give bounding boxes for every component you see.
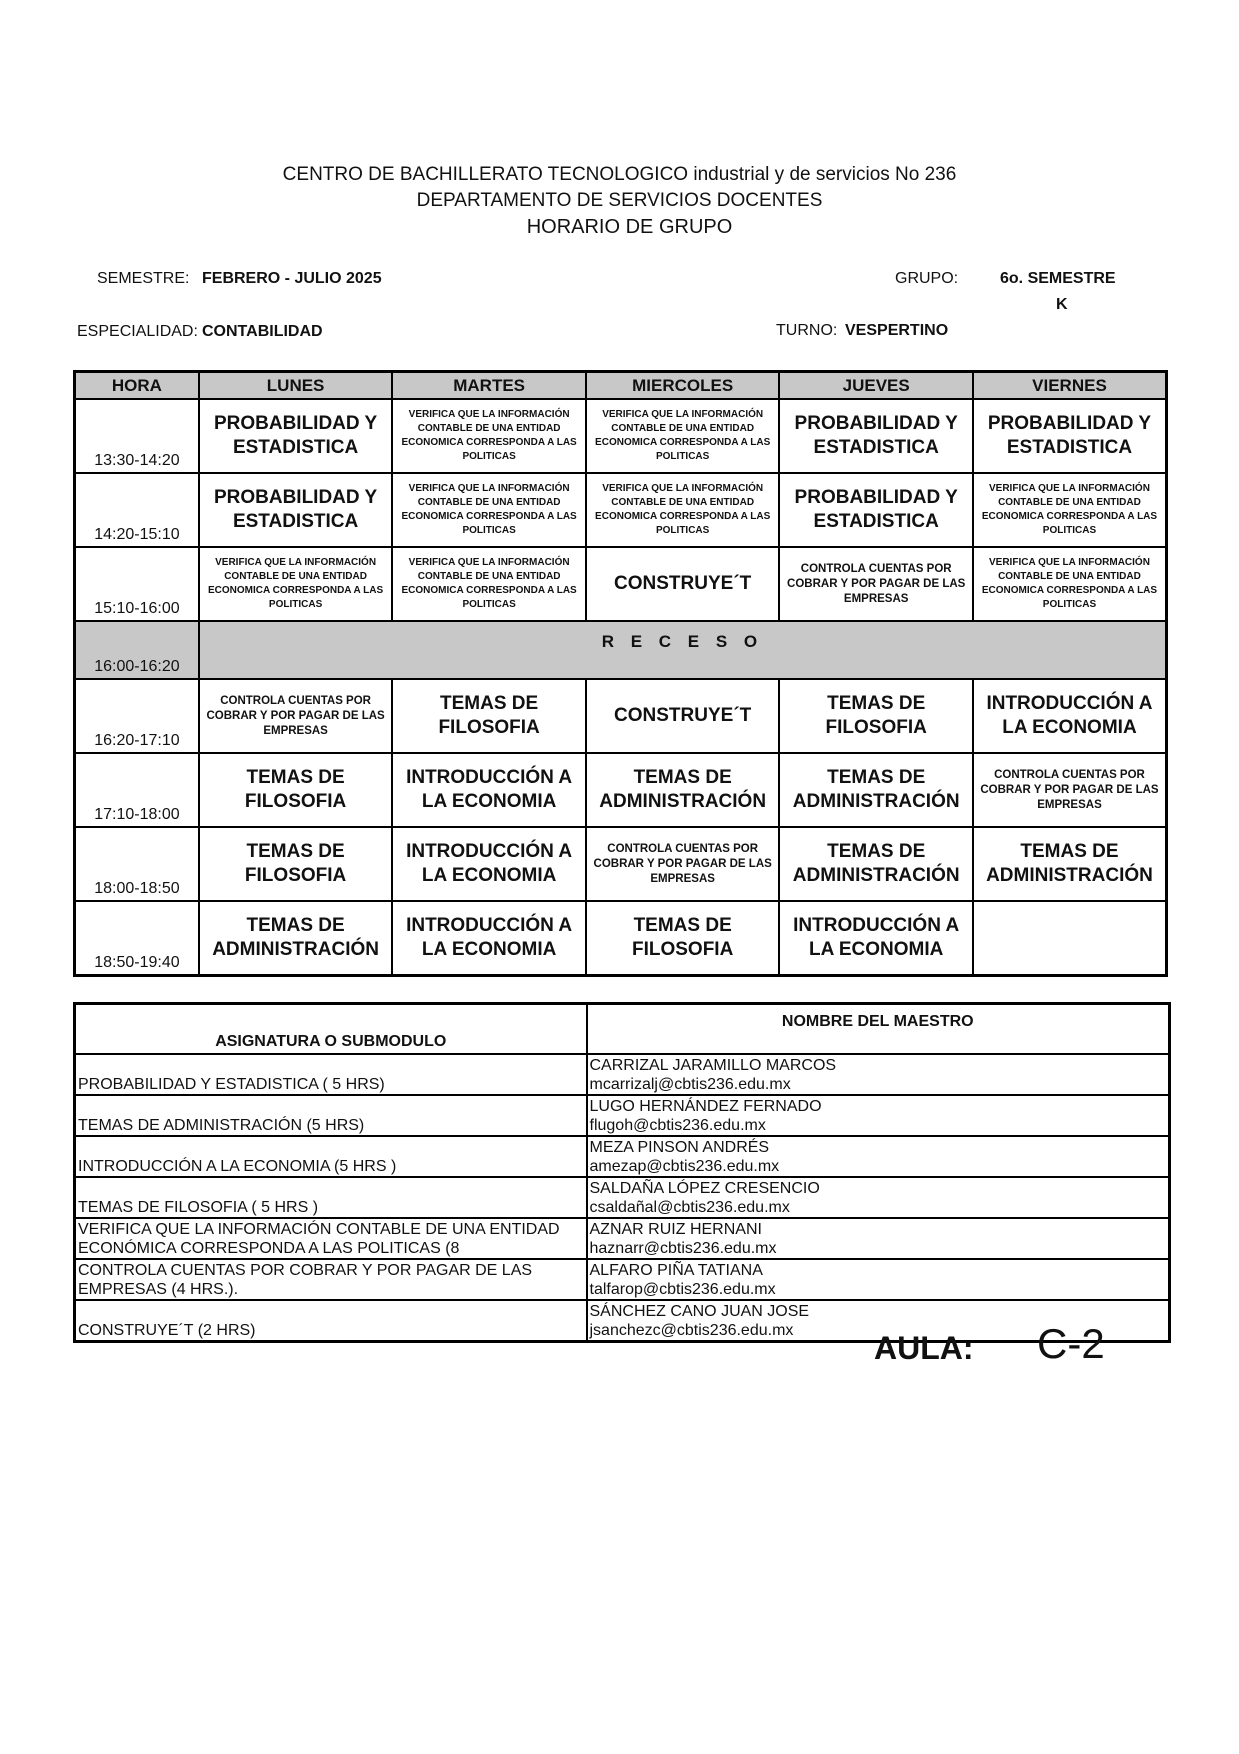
- teacher-name: MEZA PINSON ANDRÉS: [589, 1139, 770, 1156]
- class-cell: INTRODUCCIÓN A LA ECONOMIA: [973, 679, 1167, 753]
- teacher-email: haznarr@cbtis236.edu.mx: [589, 1240, 777, 1257]
- teacher-name: ALFARO PIÑA TATIANA: [589, 1262, 763, 1279]
- class-cell: CONTROLA CUENTAS POR COBRAR Y POR PAGAR DE LAS EMPRESAS: [199, 679, 393, 753]
- class-cell: VERIFICA QUE LA INFORMACIÓN CONTABLE DE UNA ENTIDAD ECONOMICA CORRESPONDA A LAS POLITICAS: [199, 547, 393, 621]
- aula-value: C-2: [1037, 1320, 1105, 1367]
- time-slot: 18:00-18:50: [75, 827, 199, 901]
- class-cell: PROBABILIDAD Y ESTADISTICA: [779, 473, 973, 547]
- schedule-row: [75, 679, 1167, 753]
- class-cell: VERIFICA QUE LA INFORMACIÓN CONTABLE DE UNA ENTIDAD ECONOMICA CORRESPONDA A LAS POLITICAS: [586, 399, 780, 473]
- class-cell: TEMAS DE ADMINISTRACIÓN: [973, 827, 1167, 901]
- time-slot: 14:20-15:10: [75, 473, 199, 547]
- header-martes: MARTES: [392, 372, 586, 400]
- class-cell: TEMAS DE ADMINISTRACIÓN: [586, 753, 780, 827]
- turno-label: TURNO:: [776, 322, 838, 339]
- teacher-info: [587, 1136, 1170, 1177]
- subject-row: [75, 1177, 1170, 1218]
- header-lunes: LUNES: [199, 372, 393, 400]
- subject-row: [75, 1136, 1170, 1177]
- subjects-table: [73, 1002, 1171, 1343]
- receso-label: R E C E S O: [199, 621, 1167, 679]
- schedule-row: [75, 547, 1167, 621]
- class-cell: VERIFICA QUE LA INFORMACIÓN CONTABLE DE UNA ENTIDAD ECONOMICA CORRESPONDA A LAS POLITICAS: [973, 547, 1167, 621]
- teacher-email: mcarrizalj@cbtis236.edu.mx: [589, 1076, 791, 1093]
- class-cell: INTRODUCCIÓN A LA ECONOMIA: [392, 901, 586, 976]
- class-cell: TEMAS DE ADMINISTRACIÓN: [199, 901, 393, 976]
- class-cell: PROBABILIDAD Y ESTADISTICA: [199, 399, 393, 473]
- class-cell: CONSTRUYE´T: [586, 547, 780, 621]
- subject-name: PROBABILIDAD Y ESTADISTICA ( 5 HRS): [75, 1054, 587, 1095]
- header-miercoles: MIERCOLES: [586, 372, 780, 400]
- teacher-info: [587, 1218, 1170, 1259]
- grupo-value: 6o. SEMESTRE: [1000, 270, 1116, 287]
- department-name: DEPARTAMENTO DE SERVICIOS DOCENTES: [416, 190, 823, 211]
- time-slot: 15:10-16:00: [75, 547, 199, 621]
- class-cell: CONTROLA CUENTAS POR COBRAR Y POR PAGAR DE LAS EMPRESAS: [779, 547, 973, 621]
- class-cell: VERIFICA QUE LA INFORMACIÓN CONTABLE DE UNA ENTIDAD ECONOMICA CORRESPONDA A LAS POLITICAS: [392, 473, 586, 547]
- time-slot: 13:30-14:20: [75, 399, 199, 473]
- subject-name: TEMAS DE ADMINISTRACIÓN (5 HRS): [75, 1095, 587, 1136]
- teacher-email: jsanchezc@cbtis236.edu.mx: [589, 1322, 794, 1339]
- teacher-info: [587, 1054, 1170, 1095]
- grupo-letter: K: [1056, 296, 1068, 313]
- class-cell: VERIFICA QUE LA INFORMACIÓN CONTABLE DE UNA ENTIDAD ECONOMICA CORRESPONDA A LAS POLITICAS: [392, 547, 586, 621]
- class-cell: INTRODUCCIÓN A LA ECONOMIA: [392, 827, 586, 901]
- teacher-email: amezap@cbtis236.edu.mx: [589, 1158, 780, 1175]
- class-cell: TEMAS DE FILOSOFIA: [779, 679, 973, 753]
- receso-row: [75, 621, 1167, 679]
- schedule-header-row: [75, 372, 1167, 400]
- subject-column-header: ASIGNATURA O SUBMODULO: [75, 1004, 587, 1055]
- teacher-info: [587, 1259, 1170, 1300]
- schedule-row: [75, 827, 1167, 901]
- class-cell: CONTROLA CUENTAS POR COBRAR Y POR PAGAR DE LAS EMPRESAS: [586, 827, 780, 901]
- teacher-email: csaldañal@cbtis236.edu.mx: [589, 1199, 790, 1216]
- subject-row: [75, 1259, 1170, 1300]
- teacher-name: SALDAÑA LÓPEZ CRESENCIO: [589, 1180, 820, 1197]
- class-cell: CONTROLA CUENTAS POR COBRAR Y POR PAGAR DE LAS EMPRESAS: [973, 753, 1167, 827]
- subject-row: [75, 1300, 1170, 1342]
- header-hora: HORA: [75, 372, 199, 400]
- class-cell: CONSTRUYE´T: [586, 679, 780, 753]
- teacher-column-header: NOMBRE DEL MAESTRO: [587, 1004, 1170, 1055]
- time-slot: 16:00-16:20: [75, 621, 199, 679]
- semestre-value: FEBRERO - JULIO 2025: [202, 270, 382, 287]
- subject-name: CONSTRUYE´T (2 HRS): [75, 1300, 587, 1342]
- time-slot: 18:50-19:40: [75, 901, 199, 976]
- especialidad-label: ESPECIALIDAD:: [77, 323, 198, 340]
- class-cell: TEMAS DE ADMINISTRACIÓN: [779, 827, 973, 901]
- subject-name: INTRODUCCIÓN A LA ECONOMIA (5 HRS ): [75, 1136, 587, 1177]
- class-cell: TEMAS DE FILOSOFIA: [199, 827, 393, 901]
- teacher-info: [587, 1095, 1170, 1136]
- class-cell: TEMAS DE FILOSOFIA: [586, 901, 780, 976]
- subjects-header-row: [75, 1004, 1170, 1055]
- grupo-label: GRUPO:: [895, 270, 959, 287]
- class-cell: PROBABILIDAD Y ESTADISTICA: [973, 399, 1167, 473]
- header-viernes: VIERNES: [973, 372, 1167, 400]
- teacher-email: flugoh@cbtis236.edu.mx: [589, 1117, 766, 1134]
- schedule-row: [75, 399, 1167, 473]
- semestre-label: SEMESTRE:: [97, 270, 190, 287]
- schedule-row: [75, 753, 1167, 827]
- teacher-name: LUGO HERNÁNDEZ FERNADO: [589, 1098, 822, 1115]
- subject-row: [75, 1218, 1170, 1259]
- class-cell: VERIFICA QUE LA INFORMACIÓN CONTABLE DE UNA ENTIDAD ECONOMICA CORRESPONDA A LAS POLITICAS: [586, 473, 780, 547]
- class-cell: TEMAS DE FILOSOFIA: [392, 679, 586, 753]
- teacher-info: [587, 1177, 1170, 1218]
- teacher-name: SÁNCHEZ CANO JUAN JOSE: [589, 1303, 810, 1320]
- teacher-email: talfarop@cbtis236.edu.mx: [589, 1281, 776, 1298]
- schedule-table: [73, 370, 1168, 977]
- subject-name: VERIFICA QUE LA INFORMACIÓN CONTABLE DE UNA ENTIDAD ECONÓMICA CORRESPONDA A LAS POLITICAS (8: [75, 1218, 587, 1259]
- time-slot: 17:10-18:00: [75, 753, 199, 827]
- class-cell: [973, 901, 1167, 976]
- class-cell: TEMAS DE FILOSOFIA: [199, 753, 393, 827]
- turno-value: VESPERTINO: [845, 322, 949, 339]
- header-jueves: JUEVES: [779, 372, 973, 400]
- subject-name: CONTROLA CUENTAS POR COBRAR Y POR PAGAR DE LAS EMPRESAS (4 HRS.).: [75, 1259, 587, 1300]
- schedule-row: [75, 901, 1167, 976]
- especialidad-value: CONTABILIDAD: [202, 323, 323, 340]
- class-cell: PROBABILIDAD Y ESTADISTICA: [779, 399, 973, 473]
- class-cell: INTRODUCCIÓN A LA ECONOMIA: [392, 753, 586, 827]
- class-cell: VERIFICA QUE LA INFORMACIÓN CONTABLE DE UNA ENTIDAD ECONOMICA CORRESPONDA A LAS POLITICAS: [392, 399, 586, 473]
- schedule-row: [75, 473, 1167, 547]
- teacher-name: AZNAR RUIZ HERNANI: [589, 1221, 762, 1238]
- school-name: CENTRO DE BACHILLERATO TECNOLOGICO industrial y de servicios No 236: [282, 164, 957, 185]
- class-cell: VERIFICA QUE LA INFORMACIÓN CONTABLE DE UNA ENTIDAD ECONOMICA CORRESPONDA A LAS POLITICAS: [973, 473, 1167, 547]
- subject-row: [75, 1095, 1170, 1136]
- aula-label: AULA:: [874, 1330, 974, 1366]
- time-slot: 16:20-17:10: [75, 679, 199, 753]
- document-title: HORARIO DE GRUPO: [526, 216, 733, 238]
- teacher-name: CARRIZAL JARAMILLO MARCOS: [589, 1057, 837, 1074]
- subject-row: [75, 1054, 1170, 1095]
- subject-name: TEMAS DE FILOSOFIA ( 5 HRS ): [75, 1177, 587, 1218]
- class-cell: PROBABILIDAD Y ESTADISTICA: [199, 473, 393, 547]
- class-cell: INTRODUCCIÓN A LA ECONOMIA: [779, 901, 973, 976]
- class-cell: TEMAS DE ADMINISTRACIÓN: [779, 753, 973, 827]
